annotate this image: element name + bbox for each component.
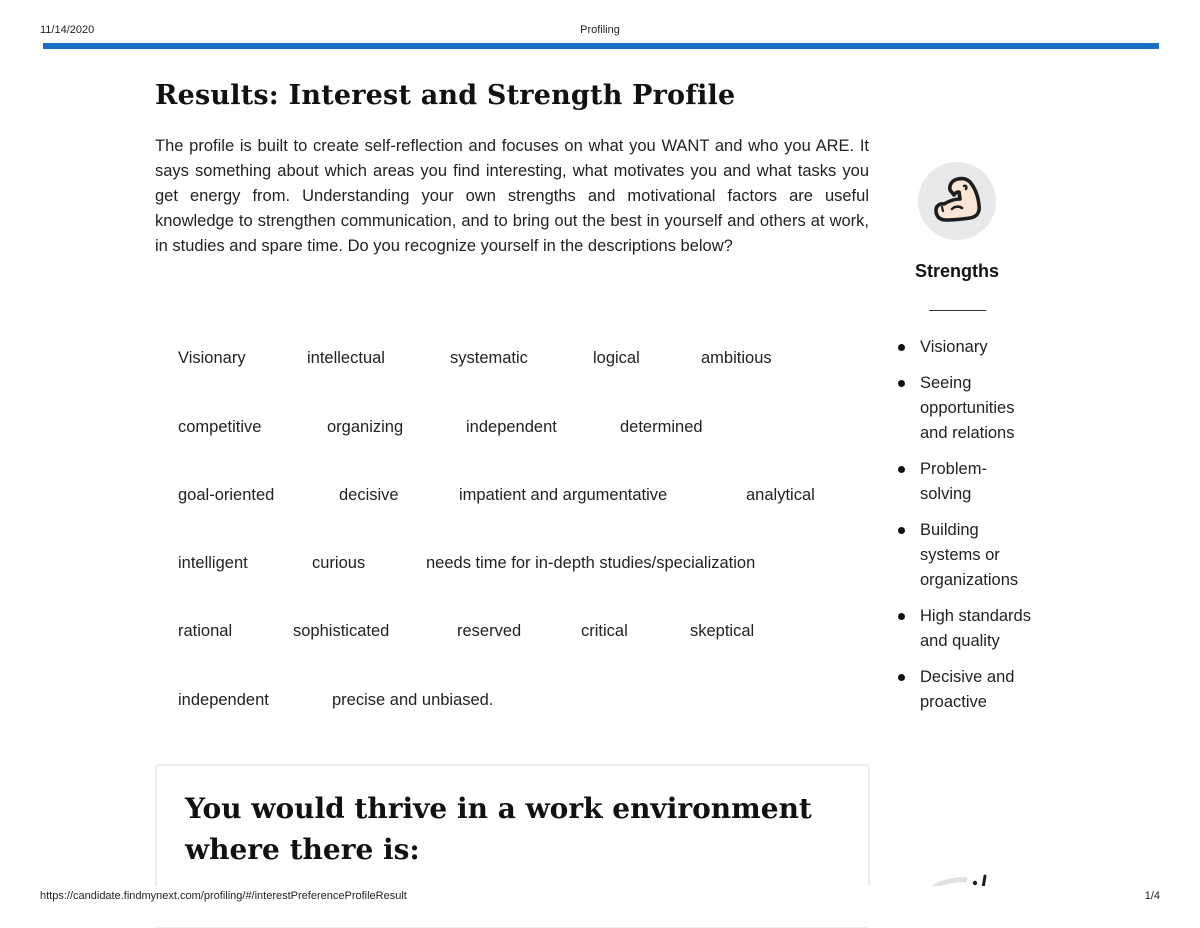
trait-row (178, 349, 818, 371)
trait-item: ambitious (701, 349, 772, 367)
trait-item: needs time for in-depth studies/specialization (426, 554, 756, 572)
print-header (40, 24, 1160, 38)
strength-icon-badge (918, 162, 996, 240)
trait-item: curious (312, 554, 366, 572)
trait-item: systematic (450, 349, 528, 367)
trait-row (178, 691, 818, 713)
strength-item (892, 604, 1037, 654)
trait-item: intellectual (307, 349, 385, 367)
trait-item: independent (466, 418, 557, 436)
strength-text: Visionary (920, 338, 988, 356)
print-url: https://candidate.findmynext.com/profiling/#/interestPreferenceProfileResult (40, 890, 407, 902)
trait-item: Visionary (178, 349, 246, 367)
print-date: 11/14/2020 (40, 24, 95, 36)
bullet-icon (898, 527, 905, 534)
strength-item (892, 335, 1037, 360)
bullet-icon (898, 380, 905, 387)
trait-row (178, 622, 818, 644)
trait-row (178, 554, 838, 576)
trait-row (178, 486, 838, 508)
trait-item: independent (178, 691, 269, 709)
thrive-title: You would thrive in a work environment where there is: (185, 792, 812, 866)
trait-item: skeptical (690, 622, 755, 640)
bullet-icon (898, 344, 905, 351)
trait-item: rational (178, 622, 233, 640)
print-page-number: 1/4 (1144, 890, 1160, 902)
strength-text: Decisive and proactive (920, 668, 1015, 711)
trait-item: precise and unbiased. (332, 691, 494, 709)
print-title: Profiling (580, 24, 620, 36)
flexed-bicep-icon (928, 172, 986, 230)
trait-item: decisive (339, 486, 399, 504)
trait-item: determined (620, 418, 703, 436)
strength-item (892, 371, 1037, 446)
trait-item: goal-oriented (178, 486, 275, 504)
strength-item (892, 518, 1037, 593)
trait-item: intelligent (178, 554, 248, 572)
trait-item: analytical (746, 486, 815, 504)
strength-text: High standards and quality (920, 607, 1031, 650)
strength-text: Problem-solving (920, 460, 987, 503)
strength-text: Building systems or organizations (920, 521, 1019, 589)
strength-text: Seeing opportunities and relations (920, 374, 1015, 442)
strengths-list (892, 335, 1037, 726)
bullet-icon (898, 613, 905, 620)
trait-item: sophisticated (293, 622, 390, 640)
trait-item: competitive (178, 418, 262, 436)
intro-paragraph: The profile is built to create self-reflection and focuses on what you WANT and who you ARE. It says something about which areas you find interesting, what motivates you and what tasks you get energy from. Understanding your own strengths and motivational factors are useful knowledge to strengthen communication, and to bring out the best in yourself and others at work, in studies and spare time. Do you recognize yourself in the descriptions below? (155, 137, 869, 255)
strengths-heading: Strengths (914, 261, 999, 281)
strength-item (892, 665, 1037, 715)
trait-row (178, 418, 818, 440)
trait-item: organizing (327, 418, 404, 436)
trait-item: impatient and argumentative (459, 486, 668, 504)
bullet-icon (898, 466, 905, 473)
bullet-icon (898, 674, 905, 681)
print-footer (40, 890, 1160, 904)
strengths-divider (929, 310, 986, 311)
page-title: Results: Interest and Strength Profile (155, 80, 736, 111)
trait-item: critical (581, 622, 628, 640)
strength-item (892, 457, 1037, 507)
header-accent-bar (43, 43, 1159, 49)
trait-item: reserved (457, 622, 522, 640)
trait-item: logical (593, 349, 640, 367)
